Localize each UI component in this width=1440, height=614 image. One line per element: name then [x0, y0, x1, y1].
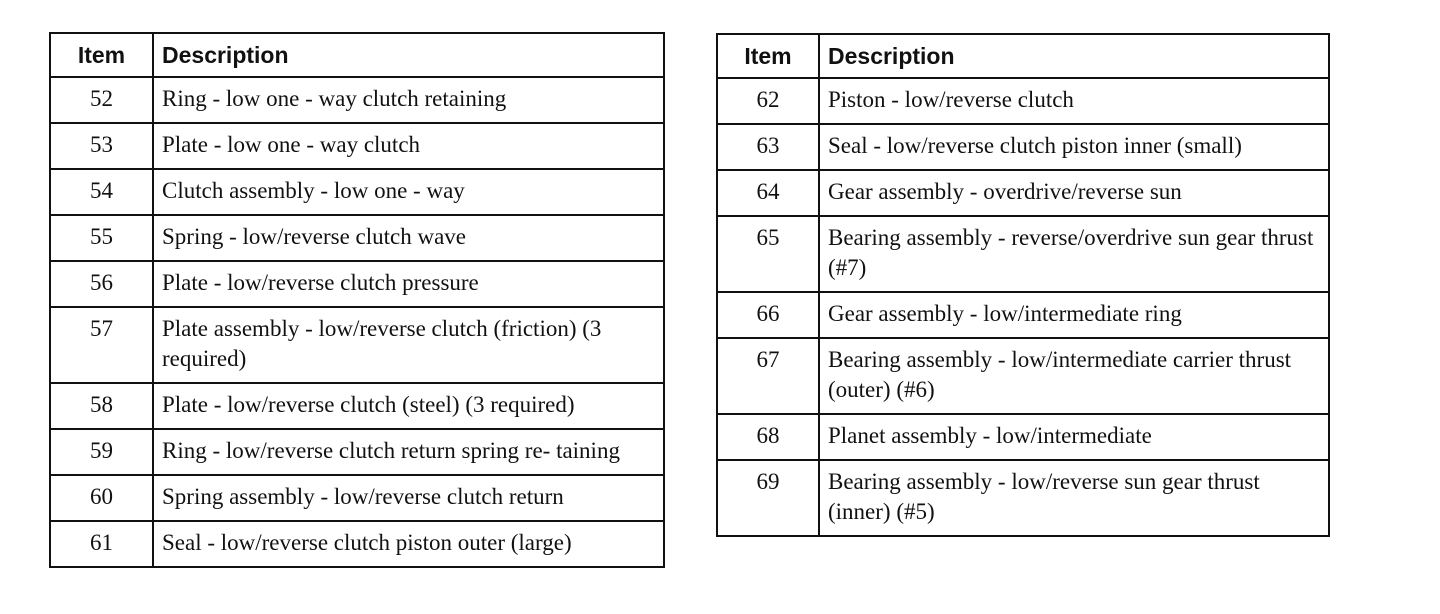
table-row — [50, 261, 664, 307]
parts-table-right — [716, 33, 1330, 537]
item-description: Seal - low/reverse clutch piston outer (large) — [153, 521, 664, 567]
item-number: 69 — [717, 460, 819, 536]
item-column-header: Item — [717, 34, 819, 78]
item-description: Gear assembly - overdrive/reverse sun — [819, 170, 1329, 216]
item-number: 66 — [717, 292, 819, 338]
item-description: Seal - low/reverse clutch piston inner (small) — [819, 124, 1329, 170]
table-row — [50, 123, 664, 169]
item-column-header: Item — [50, 33, 153, 77]
table-header-row — [717, 34, 1329, 78]
item-number: 55 — [50, 215, 153, 261]
item-number: 67 — [717, 338, 819, 414]
item-number: 53 — [50, 123, 153, 169]
table-row — [717, 292, 1329, 338]
item-number: 63 — [717, 124, 819, 170]
table-row — [50, 77, 664, 123]
item-description: Ring - low/reverse clutch return spring re- taining — [153, 429, 664, 475]
item-number: 64 — [717, 170, 819, 216]
table-row — [50, 429, 664, 475]
description-column-header: Description — [819, 34, 1329, 78]
item-number: 57 — [50, 307, 153, 383]
table-row — [717, 460, 1329, 536]
item-description: Plate - low/reverse clutch (steel) (3 required) — [153, 383, 664, 429]
table-row — [717, 216, 1329, 292]
item-description: Spring assembly - low/reverse clutch return — [153, 475, 664, 521]
item-number: 62 — [717, 78, 819, 124]
table-row — [50, 475, 664, 521]
parts-table-left — [49, 32, 665, 568]
item-number: 56 — [50, 261, 153, 307]
item-number: 58 — [50, 383, 153, 429]
item-description: Plate - low/reverse clutch pressure — [153, 261, 664, 307]
item-description: Gear assembly - low/intermediate ring — [819, 292, 1329, 338]
table-row — [50, 169, 664, 215]
item-description: Plate assembly - low/reverse clutch (friction) (3 required) — [153, 307, 664, 383]
item-number: 68 — [717, 414, 819, 460]
item-description: Clutch assembly - low one - way — [153, 169, 664, 215]
item-description: Bearing assembly - low/reverse sun gear thrust (inner) (#5) — [819, 460, 1329, 536]
table-row — [717, 124, 1329, 170]
item-description: Plate - low one - way clutch — [153, 123, 664, 169]
table-header-row — [50, 33, 664, 77]
table-row — [50, 307, 664, 383]
item-number: 52 — [50, 77, 153, 123]
table-row — [717, 78, 1329, 124]
table-row — [50, 521, 664, 567]
item-description: Spring - low/reverse clutch wave — [153, 215, 664, 261]
item-number: 61 — [50, 521, 153, 567]
item-description: Piston - low/reverse clutch — [819, 78, 1329, 124]
table-row — [50, 215, 664, 261]
description-column-header: Description — [153, 33, 664, 77]
item-description: Bearing assembly - low/intermediate carrier thrust (outer) (#6) — [819, 338, 1329, 414]
item-number: 54 — [50, 169, 153, 215]
table-row — [717, 338, 1329, 414]
item-number: 60 — [50, 475, 153, 521]
item-description: Ring - low one - way clutch retaining — [153, 77, 664, 123]
item-number: 59 — [50, 429, 153, 475]
table-row — [717, 414, 1329, 460]
table-row — [717, 170, 1329, 216]
item-description: Planet assembly - low/intermediate — [819, 414, 1329, 460]
item-number: 65 — [717, 216, 819, 292]
item-description: Bearing assembly - reverse/overdrive sun gear thrust (#7) — [819, 216, 1329, 292]
table-row — [50, 383, 664, 429]
